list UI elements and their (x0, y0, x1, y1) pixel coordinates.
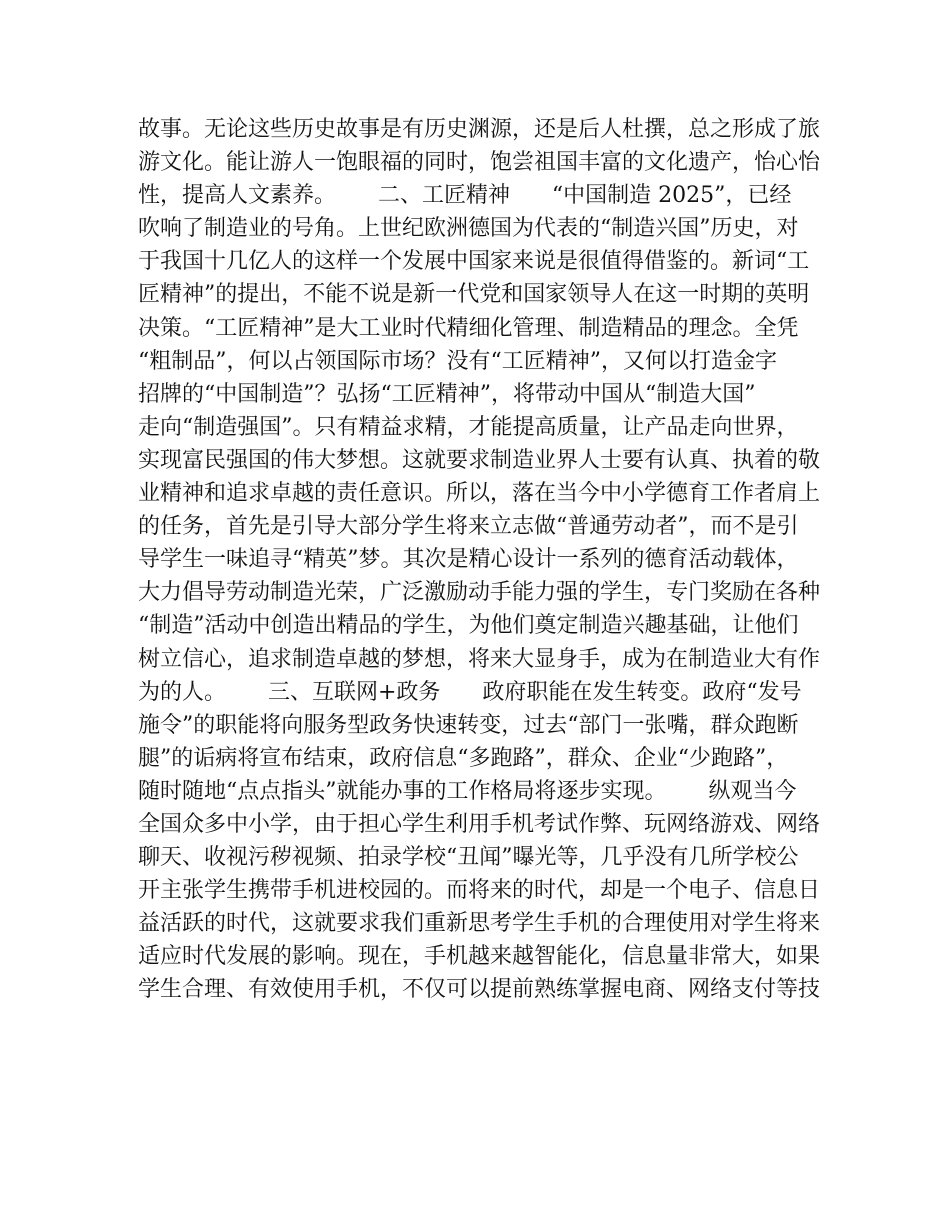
text-line: 为的人。 三、互联网+政务 政府职能在发生转变。政府“发号 (138, 679, 802, 705)
text-line: 导学生一味追寻“精英”梦。其次是精心设计一系列的德育活动载体， (138, 547, 799, 573)
text-line: 开主张学生携带手机进校园的。而将来的时代，却是一个电子、信息日 (138, 878, 821, 904)
text-line: 聊天、收视污秽视频、拍录学校“丑闻”曝光等，几乎没有几所学校公 (138, 845, 799, 871)
text-line: 施令”的职能将向服务型政务快速转变，过去“部门一张嘴，群众跑断 (138, 712, 799, 738)
text-line: 全国众多中小学，由于担心学生利用手机考试作弊、玩网络游戏、网络 (138, 811, 821, 837)
text-line: 大力倡导劳动制造光荣，广泛激励动手能力强的学生，专门奖励在各种 (138, 580, 821, 606)
text-line: 学生合理、有效使用手机，不仅可以提前熟练掌握电商、网络支付等技 (138, 977, 821, 1003)
text-line: “制造”活动中创造出精品的学生，为他们奠定制造兴趣基础，让他们 (138, 613, 799, 639)
text-line: 游文化。能让游人一饱眼福的同时，饱尝祖国丰富的文化遗产，怡心怡 (138, 150, 821, 176)
text-line: 于我国十几亿人的这样一个发展中国家来说是很值得借鉴的。新词“工 (138, 249, 810, 275)
text-line: 性，提高人文素养。 二、工匠精神 “中国制造 2025”，已经 (138, 183, 792, 209)
text-line: 招牌的“中国制造”？弘扬“工匠精神”，将带动中国从“制造大国” (138, 381, 756, 407)
text-line: 益活跃的时代，这就要求我们重新思考学生手机的合理使用对学生将来 (138, 911, 821, 937)
text-line: 腿”的诟病将宣布结束，政府信息“多跑路”，群众、企业“少跑路”， (138, 745, 789, 771)
text-line: 走向“制造强国”。只有精益求精，才能提高质量，让产品走向世界， (138, 414, 799, 440)
text-line: 随时随地“点点指头”就能办事的工作格局将逐步实现。 纵观当今 (138, 778, 797, 804)
text-line: 吹响了制造业的号角。上世纪欧洲德国为代表的“制造兴国”历史，对 (138, 216, 799, 242)
text-line: 匠精神”的提出，不能不说是新一代党和国家领导人在这一时期的英明 (138, 282, 810, 308)
text-line: 适应时代发展的影响。现在，手机越来越智能化，信息量非常大，如果 (138, 944, 821, 970)
body-text (138, 113, 828, 1007)
text-line: 的任务，首先是引导大部分学生将来立志做“普通劳动者”，而不是引 (138, 514, 799, 540)
text-line: 树立信心，追求制造卓越的梦想，将来大显身手，成为在制造业大有作 (138, 646, 821, 672)
text-line: 故事。无论这些历史故事是有历史渊源，还是后人杜撰，总之形成了旅 (138, 117, 821, 142)
text-line: 业精神和追求卓越的责任意识。所以，落在当今中小学德育工作者肩上 (138, 481, 821, 507)
text-line: 实现富民强国的伟大梦想。这就要求制造业界人士要有认真、执着的敬 (138, 447, 821, 473)
text-line: 决策。“工匠精神”是大工业时代精细化管理、制造精品的理念。全凭 (138, 315, 799, 341)
text-line: “粗制品”，何以占领国际市场？没有“工匠精神”，又何以打造金字 (138, 348, 777, 374)
